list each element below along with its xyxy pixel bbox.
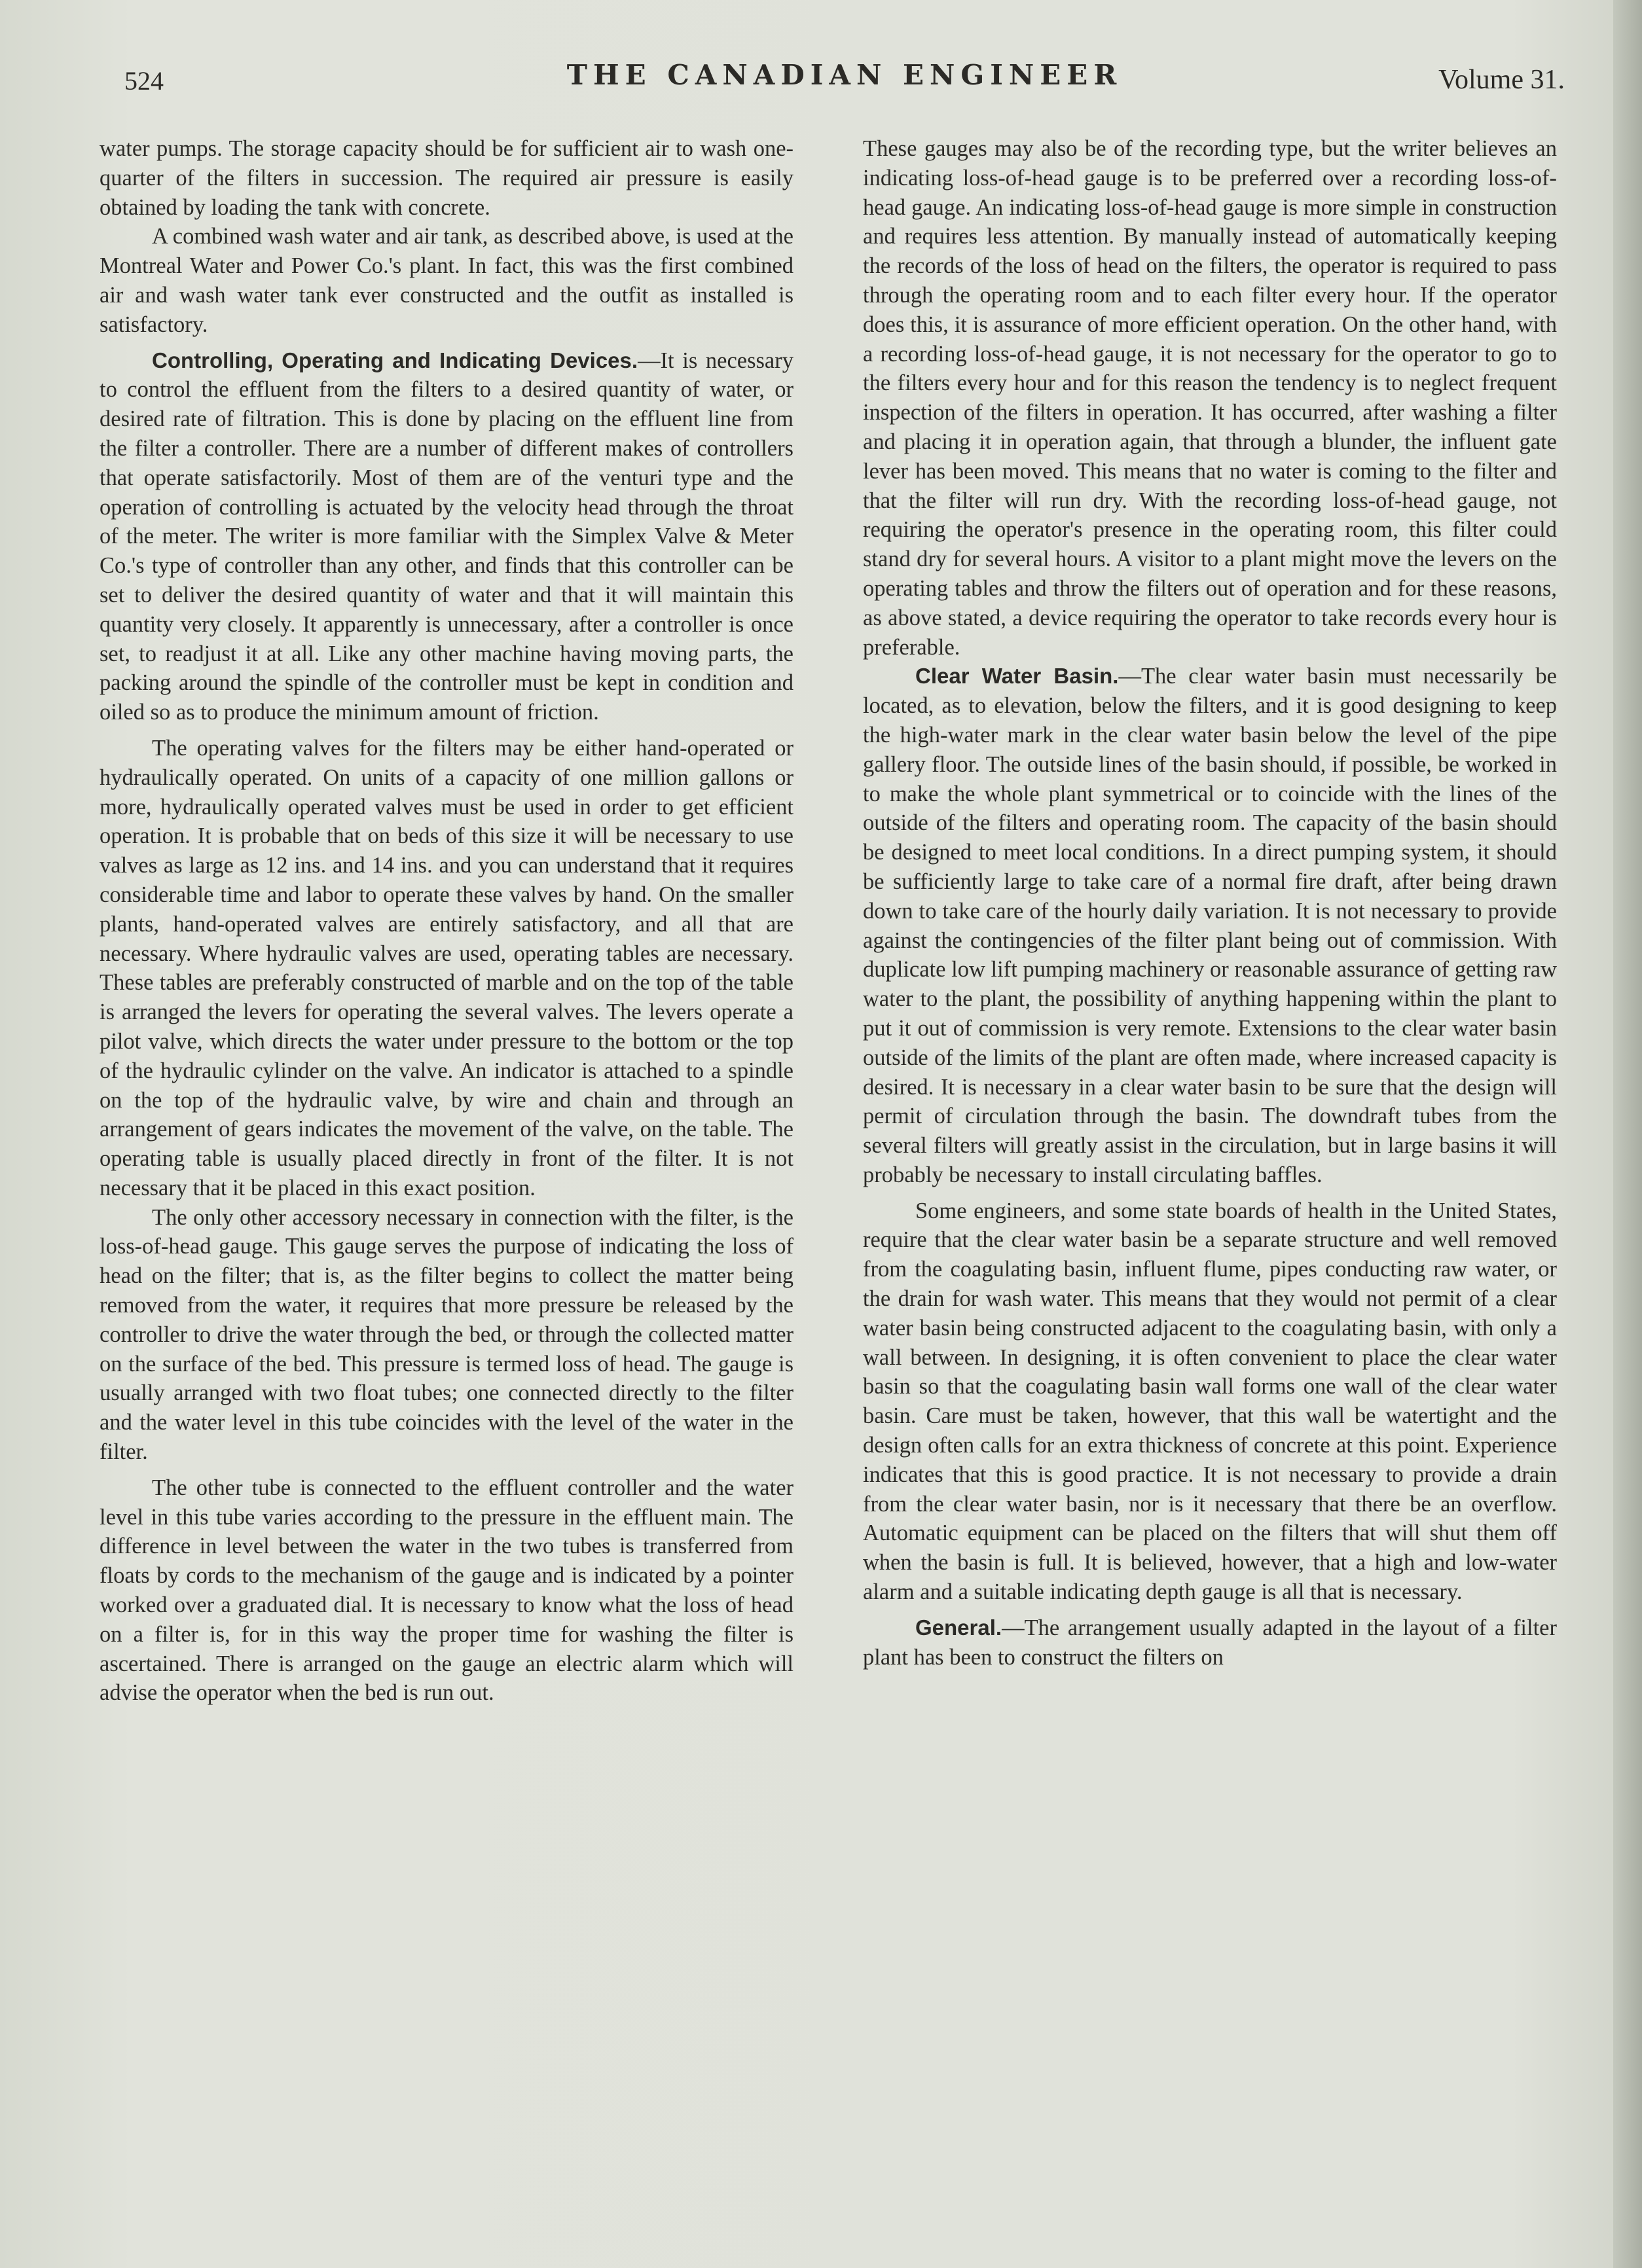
paragraph: These gauges may also be of the recording type, but the writer believes an indicating loss-of-head gauge is to be preferred over a recording loss-of-head gauge. An indicating loss-of-head gauge is more simple in construction and requires less attention. By manually instead of automatically keeping the records of the loss of head on the filters, the operator is required to pass through the operating room and to each filter every hour. If the operator does this, it is assurance of more efficient operation. On the other hand, with a recording loss-of-head gauge, it is not necessary for the operator to go to the filters every hour and for this reason the tendency is to neglect frequent inspection of the filters in operation. It has occurred, after washing a filter and placing it in operation again, that through a blunder, the influent gate lever has been moved. This means that no water is coming to the filter and that the filter will run dry. With the recording loss-of-head gauge, not requiring the operator's presence in the operating room, this filter could stand dry for several hours. A visitor to a plant might move the levers on the operating tables and throw the filters out of operation and for these reasons, as above stated, a device requiring the operator to take records every hour is preferable. [863,136,1557,660]
paragraph [100,346,794,727]
paragraph-text: —The arrangement usually adapted in the layout of a filter plant has been to construct the filters on [863,1615,1557,1670]
left-column [100,134,794,1708]
section-heading: Clear Water Basin. [915,664,1119,689]
volume-label: Volume 31. [1438,65,1565,95]
paragraph-text: —It is necessary to control the effluent from the filters to a desired quantity of water, or desired rate of filtration. This is done by placing on the effluent line from the filter a controller. There are a number of different makes of controllers that operate satisfactorily. Most of them are of the venturi type and the operation of controlling is actuated by the velocity head through the throat of the meter. The writer is more familiar with the Simplex Valve & Meter Co.'s type of controller than any other, and finds that this controller can be set to deliver the desired quantity of water and that it will maintain this quantity very closely. It apparently is unnecessary, after a controller is once set, to readjust it at all. Like any other machine having moving parts, the packing around the spindle of the controller must be kept in condition and oiled so as to produce the minimum amount of friction. [100,348,794,725]
paragraph [863,662,1557,1189]
paragraph: A combined wash water and air tank, as described above, is used at the Montreal Water and Power Co.'s plant. In fact, this was the first combined air and wash water tank ever constructed and the outfit as installed is satisfactory. [100,224,794,337]
paragraph-text: —The clear water basin must necessarily be located, as to elevation, below the filters, and it is good designing to keep the high-water mark in the clear water basin below the level of the pipe gallery floor. The outside lines of the basin should, if possible, be worked in to make the whole plant symmetrical or to coincide with the lines of the outside of the filters and operating room. The capacity of the basin should be designed to meet local conditions. In a direct pumping system, it should be sufficiently large to take care of a normal fire draft, after being drawn down to take care of the hourly daily variation. It is not necessary to provide against the contingencies of the filter plant being out of commission. With duplicate low lift pumping machinery or reasonable assurance of getting raw water to the plant, the possibility of anything happening within the plant to put it out of commission is very remote. Extensions to the clear water basin outside of the limits of the plant are often made, where increased capacity is desired. It is necessary in a clear water basin to be sure that the design will permit of circulation through the basin. The downdraft tubes from the several filters will greatly assist in the circulation, but in large basins it will probably be necessary to install circulating baffles. [863,664,1557,1187]
paragraph: The only other accessory necessary in connection with the filter, is the loss-of-head gauge. This gauge serves the purpose of indicating the loss of head on the filter; that is, as the filter begins to collect the matter being removed from the water, it requires that more pressure be released by the controller to drive the water through the bed, or through the collected matter on the surface of the bed. This pressure is termed loss of head. The gauge is usually arranged with two float tubes; one connected directly to the filter and the water level in this tube coincides with the level of the water in the filter. [100,1204,794,1465]
paragraph: water pumps. The storage capacity should be for sufficient air to wash one-quarter of the filters in succession. The required air pressure is easily obtained by loading the tank with concrete. [100,136,794,220]
paragraph: Some engineers, and some state boards of health in the United States, require that the clear water basin be a separate structure and well removed from the coagulating basin, influent flume, pipes conducting raw water, or the drain for wash water. This means that they would not permit of a clear water basin being constructed adjacent to the coagulating basin, with only a wall between. In designing, it is often convenient to place the clear water basin so that the coagulating basin wall forms one wall of the clear water basin. Care must be taken, however, that this wall be watertight and the design often calls for an extra thickness of concrete at this point. Experience indicates that this is good practice. It is not necessary to provide a drain from the clear water basin, nor is it necessary that there be an overflow. Automatic equipment can be placed on the filters that will shut them off when the basin is full. It is believed, however, that a high and low-water alarm and a suitable indicating depth gauge is all that is necessary. [863,1198,1557,1605]
section-heading: General. [915,1615,1002,1640]
journal-title: THE CANADIAN ENGINEER [566,59,1123,91]
section-heading: Controlling, Operating and Indicating Devices. [152,348,638,372]
right-column [863,134,1557,1672]
page-header [124,59,1565,105]
paragraph: The other tube is connected to the effluent controller and the water level in this tube varies according to the pressure in the effluent main. The difference in level between the water in the two tubes is transferred from floats by cords to the mechanism of the gauge and is indicated by a pointer worked over a graduated dial. It is necessary to know what the loss of head on a filter is, for in this way the proper time for washing the filter is ascertained. There is arranged on the gauge an electric alarm which will advise the operator when the bed is run out. [100,1475,794,1706]
paragraph [863,1613,1557,1672]
page-edge [1613,0,1642,2268]
page-number: 524 [124,66,164,96]
paragraph: The operating valves for the filters may be either hand-operated or hydraulically operated. On units of a capacity of one million gallons or more, hydraulically operated valves must be used in order to get efficient operation. It is probable that on beds of this size it will be necessary to use valves as large as 12 ins. and 14 ins. and you can understand that it requires considerable time and labor to operate these valves by hand. On the smaller plants, hand-operated valves are entirely satisfactory, and all that are necessary. Where hydraulic valves are used, operating tables are necessary. These tables are preferably constructed of marble and on the top of the table is arranged the levers for operating the several valves. The levers operate a pilot valve, which directs the water under pressure to the bottom or the top of the hydraulic cylinder on the valve. An indicator is attached to a spindle on the top of the hydraulic valve, by wire and chain and through an arrangement of gears indicates the movement of the valve, on the table. The operating table is usually placed directly in front of the filter. It is not necessary that it be placed in this exact position. [100,735,794,1200]
